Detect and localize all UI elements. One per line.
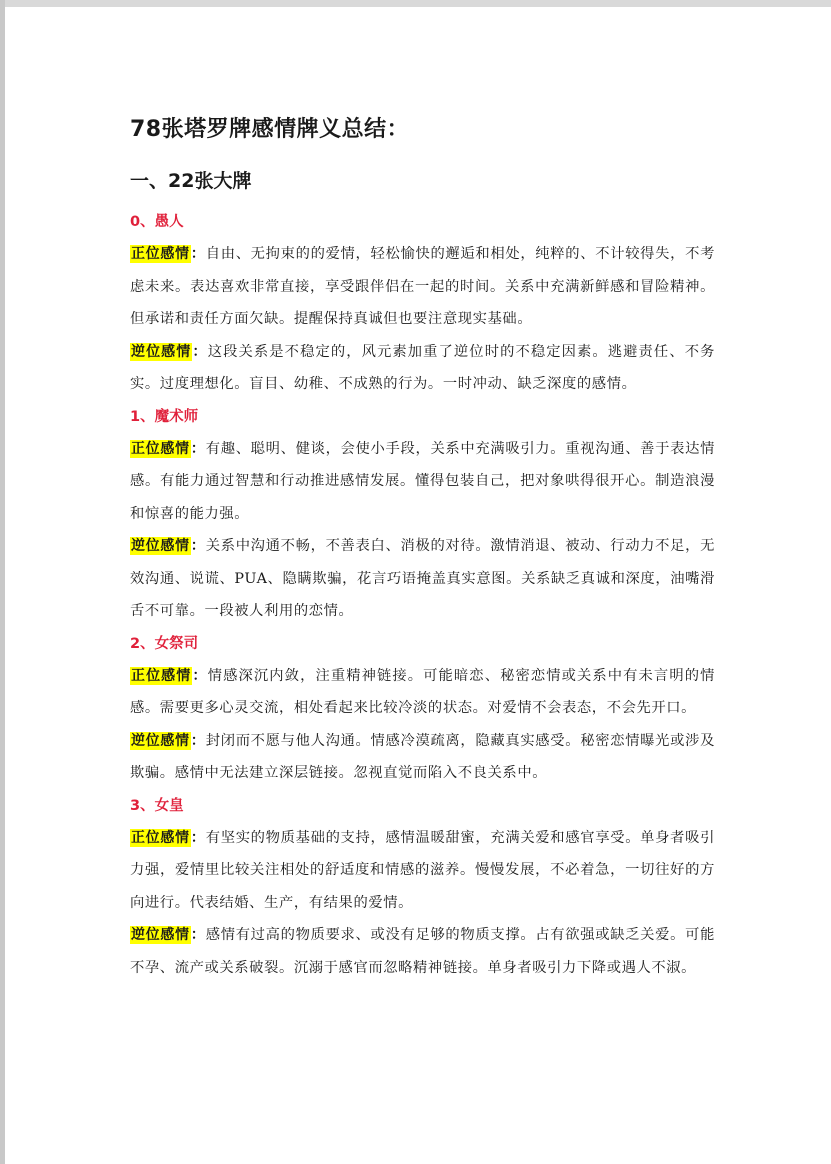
card-block-high-priestess <box>130 628 715 790</box>
upright-label: 正位感情 <box>131 667 192 684</box>
reversed-label: 逆位感情 <box>131 732 190 749</box>
upright-paragraph: 正位感情：自由、无拘束的的爱情，轻松愉快的邂逅和相处，纯粹的、不计较得失，不考虑未来。表达喜欢非常直接，享受跟伴侣在一起的时间。关系中充满新鲜感和冒险精神。但承诺和责任方面欠缺。提醒保持真诚但也要注意现实基础。 <box>130 246 715 327</box>
viewer-left-border <box>0 0 5 1164</box>
upright-text: 情感深沉内敛，注重精神链接。可能暗恋、秘密恋情或关系中有未言明的情感。需要更多心灵交流，相处看起来比较冷淡的状态。对爱情不会表态，不会先开口。 <box>130 667 715 716</box>
upright-label: 正位感情 <box>131 440 190 457</box>
reversed-paragraph: 逆位感情：封闭而不愿与他人沟通。情感冷漠疏离，隐藏真实感受。秘密恋情曝光或涉及欺骗。感情中无法建立深层链接。忽视直觉而陷入不良关系中。 <box>130 732 715 781</box>
reversed-paragraph: 逆位感情：感情有过高的物质要求、或没有足够的物质支撑。占有欲强或缺乏关爱。可能不孕、流产或关系破裂。沉溺于感官而忽略精神链接。单身者吸引力下降或遇人不淑。 <box>130 927 715 976</box>
viewer-top-border <box>0 0 831 7</box>
reversed-text: 封闭而不愿与他人沟通。情感冷漠疏离，隐藏真实感受。秘密恋情曝光或涉及欺骗。感情中无法建立深层链接。忽视直觉而陷入不良关系中。 <box>130 732 715 781</box>
document-page <box>130 112 715 984</box>
upright-label: 正位感情 <box>131 246 190 262</box>
reversed-paragraph: 逆位感情：这段关系是不稳定的，风元素加重了逆位时的不稳定因素。逃避责任、不务实。过度理想化。盲目、幼稚、不成熟的行为。一时冲动、缺乏深度的感情。 <box>130 343 715 392</box>
card-block-magician <box>130 401 715 628</box>
upright-text: 有趣、聪明、健谈，会使小手段，关系中充满吸引力。重视沟通、善于表达情感。有能力通过智慧和行动推进感情发展。懂得包装自己，把对象哄得很开心。制造浪漫和惊喜的能力强。 <box>130 440 715 522</box>
card-name: 2、女祭司 <box>130 635 199 652</box>
reversed-paragraph: 逆位感情：关系中沟通不畅，不善表白、消极的对待。激情消退、被动、行动力不足，无效沟通、说谎、PUA、隐瞒欺骗，花言巧语掩盖真实意图。关系缺乏真诚和深度，油嘴滑舌不可靠。一段被人利用的恋情。 <box>130 538 715 619</box>
reversed-text: 关系中沟通不畅，不善表白、消极的对待。激情消退、被动、行动力不足，无效沟通、说谎、PUA、隐瞒欺骗，花言巧语掩盖真实意图。关系缺乏真诚和深度，油嘴滑舌不可靠。一段被人利用的恋情。 <box>130 538 715 619</box>
card-name: 3、女皇 <box>130 797 184 814</box>
card-name: 1、魔术师 <box>130 408 199 425</box>
reversed-label: 逆位感情 <box>131 927 190 943</box>
card-block-empress <box>130 790 715 985</box>
card-name: 0、愚人 <box>130 214 184 230</box>
reversed-text: 感情有过高的物质要求、或没有足够的物质支撑。占有欲强或缺乏关爱。可能不孕、流产或关系破裂。沉溺于感官而忽略精神链接。单身者吸引力下降或遇人不淑。 <box>130 927 715 976</box>
card-block-fool <box>130 206 715 401</box>
upright-paragraph: 正位感情：情感深沉内敛，注重精神链接。可能暗恋、秘密恋情或关系中有未言明的情感。需要更多心灵交流，相处看起来比较冷淡的状态。对爱情不会表态，不会先开口。 <box>130 667 715 716</box>
upright-paragraph: 正位感情：有坚实的物质基础的支持，感情温暖甜蜜，充满关爱和感官享受。单身者吸引力强，爱情里比较关注相处的舒适度和情感的滋养。慢慢发展，不必着急，一切往好的方向进行。代表结婚、生产，有结果的爱情。 <box>130 829 715 911</box>
reversed-label: 逆位感情 <box>131 538 190 554</box>
document-title: 78张塔罗牌感情牌义总结： <box>130 117 410 142</box>
upright-text: 有坚实的物质基础的支持，感情温暖甜蜜，充满关爱和感官享受。单身者吸引力强，爱情里比较关注相处的舒适度和情感的滋养。慢慢发展，不必着急，一切往好的方向进行。代表结婚、生产，有结果的爱情。 <box>130 829 715 911</box>
reversed-label: 逆位感情 <box>131 343 192 360</box>
upright-text: 自由、无拘束的的爱情，轻松愉快的邂逅和相处，纯粹的、不计较得失，不考虑未来。表达喜欢非常直接，享受跟伴侣在一起的时间。关系中充满新鲜感和冒险精神。但承诺和责任方面欠缺。提醒保持真诚但也要注意现实基础。 <box>130 246 715 327</box>
upright-label: 正位感情 <box>131 829 190 846</box>
upright-paragraph: 正位感情：有趣、聪明、健谈，会使小手段，关系中充满吸引力。重视沟通、善于表达情感。有能力通过智慧和行动推进感情发展。懂得包装自己，把对象哄得很开心。制造浪漫和惊喜的能力强。 <box>130 440 715 522</box>
section-title: 一、22张大牌 <box>130 170 252 192</box>
reversed-text: 这段关系是不稳定的，风元素加重了逆位时的不稳定因素。逃避责任、不务实。过度理想化。盲目、幼稚、不成熟的行为。一时冲动、缺乏深度的感情。 <box>130 343 715 392</box>
